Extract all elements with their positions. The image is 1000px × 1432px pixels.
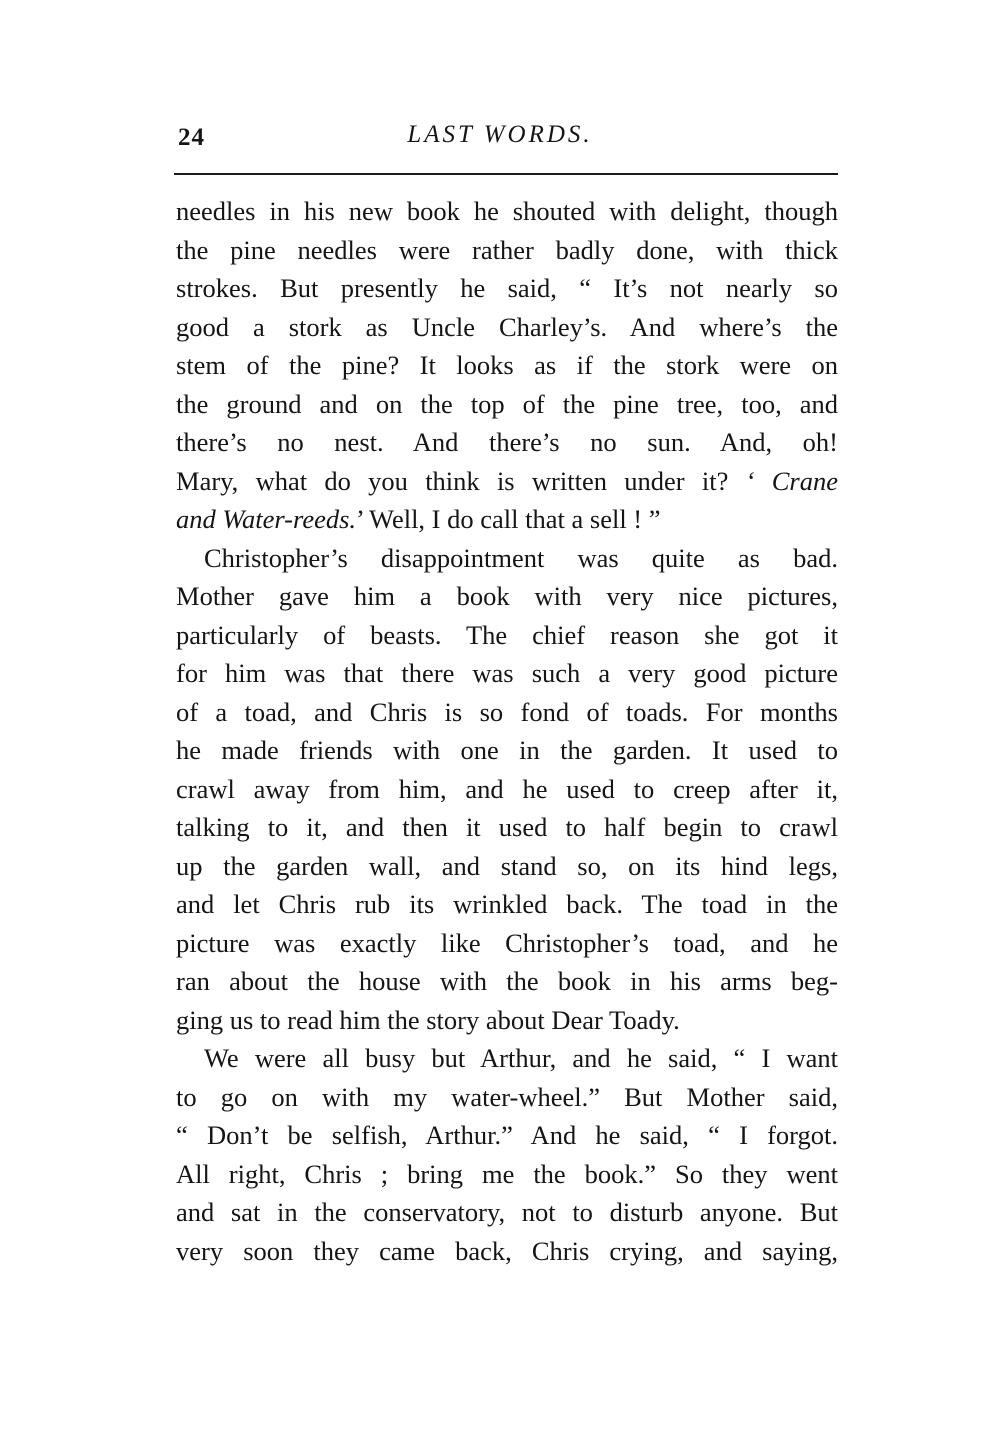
text-line: ging us to read him the story about Dear Toady. [176, 1004, 680, 1035]
text-line [176, 500, 838, 539]
text-line: very soon they came back, Chris crying, and saying, [176, 1235, 838, 1266]
text-line [176, 462, 838, 501]
text-line: up the garden wall, and stand so, on its hind legs, [176, 850, 838, 881]
text-line: picture was exactly like Christopher’s toad, and he [176, 927, 838, 958]
text-line: “ Don’t be selfish, Arthur.” And he said, “ I forgot. [176, 1120, 838, 1150]
text-line: and let Chris rub its wrinkled back. The toad in the [176, 889, 838, 919]
text-line: for him was that there was such a very good picture [176, 658, 838, 688]
text-line: of a toad, and Chris is so fond of toads. For months [176, 696, 838, 727]
text-line: the ground and on the top of the pine tree, too, and [176, 388, 838, 419]
text-line: talking to it, and then it used to half begin to crawl [176, 812, 838, 842]
text-line: crawl away from him, and he used to creep after it, [176, 773, 838, 804]
text-line: ran about the house with the book in his arms beg- [176, 966, 838, 996]
italic-title: ‘ Crane [745, 465, 838, 496]
text-line: he made friends with one in the garden. It used to [176, 735, 838, 765]
text-line: needles in his new book he shouted with delight, though [176, 196, 838, 226]
text-segment: Mary, what do you think is written under it? [176, 465, 746, 496]
text-line: stem of the pine? It looks as if the stork were on [176, 350, 838, 380]
text-line: and sat in the conservatory, not to disturb anyone. But [176, 1197, 838, 1227]
text-line: particularly of beasts. The chief reason she got it [176, 619, 838, 650]
text-line: Mother gave him a book with very nice pictures, [176, 581, 838, 611]
paragraph-start: We were all busy but Arthur, and he said, “ I want [204, 1043, 838, 1073]
text-line: All right, Chris ; bring me the book.” So they went [176, 1158, 838, 1189]
header-rule [174, 173, 838, 175]
text-line: the pine needles were rather badly done, with thick [176, 234, 838, 265]
paragraph-start: Christopher’s disappointment was quite as bad. [204, 542, 838, 573]
text-line: to go on with my water-wheel.” But Mother said, [176, 1081, 838, 1112]
body-text [176, 192, 838, 1270]
text-line: good a stork as Uncle Charley’s. And where’s the [176, 311, 838, 342]
text-line: there’s no nest. And there’s no sun. And, oh! [176, 427, 838, 457]
running-title: LAST WORDS. [407, 121, 593, 148]
text-line: strokes. But presently he said, “ It’s not nearly so [176, 273, 838, 303]
text-segment: ’ Well, I do call that a sell ! ” [356, 504, 661, 534]
italic-title: and Water-reeds. [176, 504, 357, 534]
page-number: 24 [178, 124, 205, 151]
